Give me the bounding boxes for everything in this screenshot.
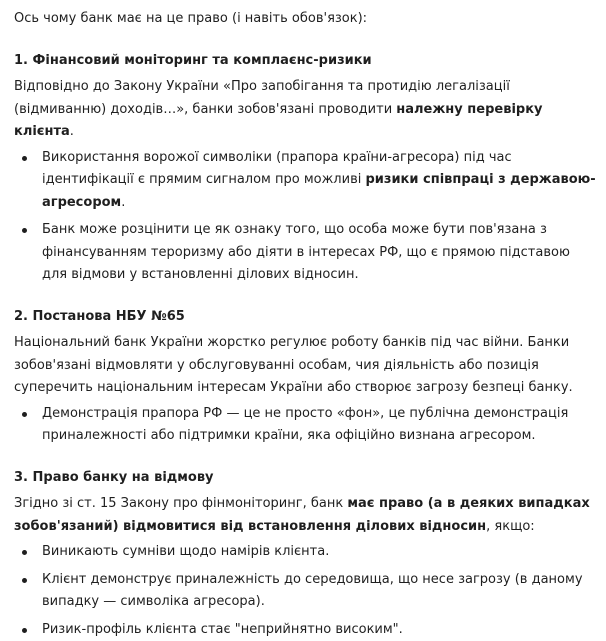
section-3-paragraph (14, 493, 596, 538)
intro-text: Ось чому банк має на це право (і навіть обов'язок): (14, 8, 596, 31)
section-1-heading: 1. Фінансовий моніторинг та комплаєнс-ризики (14, 50, 596, 73)
list-item-text: Клієнт демонструє приналежність до середовища, що несе загрозу (в даному випадку — символіка агресора). (42, 572, 583, 610)
section-1-paragraph (14, 76, 596, 144)
list-item-text: Використання ворожої символіки (прапора країни-агресора) під час ідентифікації є прямим сигналом про можливі (42, 150, 512, 188)
list-item (14, 541, 596, 564)
bullet-icon (22, 550, 27, 555)
list-item (14, 403, 596, 448)
list-item-end: . (121, 195, 125, 210)
bullet-icon (22, 628, 27, 633)
section-1-paragraph-text: Відповідно до Закону України «Про запобігання та протидію легалізації (відмиванню) доходів…», банки зобов'язані проводити (14, 79, 510, 117)
bullet-icon (22, 156, 27, 161)
list-item-text: Банк може розцінити це як ознаку того, що особа може бути пов'язана з фінансуванням тероризму або діяти в інтересах РФ, що є прямою підставою для відмови у встановленні ділових відносин. (42, 222, 570, 282)
bullet-icon (22, 412, 27, 417)
section-3-paragraph-bold: має право (а в деяких випадках зобов'язаний) відмовитися від встановлення ділових відносин (14, 496, 590, 534)
bullet-icon (22, 228, 27, 233)
section-3-paragraph-text: Згідно зі ст. 15 Закону про фінмоніторинг, банк (14, 496, 347, 511)
section-2-heading: 2. Постанова НБУ №65 (14, 306, 596, 329)
section-1-paragraph-end: . (70, 124, 74, 139)
section-3-heading: 3. Право банку на відмову (14, 467, 596, 490)
section-2-paragraph: Національний банк України жорстко регулює роботу банків під час війни. Банки зобов'язані відмовляти у обслуговуванні особам, чия діяльність або позиція суперечить національним інтересам України або створює загрозу безпеці банку. (14, 332, 596, 400)
list-item-bold: ризики співпраці з державою-агресором (42, 172, 596, 210)
bullet-icon (22, 578, 27, 583)
list-item-text: Демонстрація прапора РФ — це не просто «фон», це публічна демонстрація приналежності або підтримки країни, яка офіційно визнана агресором. (42, 406, 568, 444)
list-item (14, 569, 596, 614)
section-1-paragraph-bold: належну перевірку клієнта (14, 102, 543, 140)
section-2-bullet-list (14, 403, 596, 448)
section-3-paragraph-end: , якщо: (486, 519, 535, 534)
list-item (14, 219, 596, 287)
section-1-bullet-list (14, 147, 596, 287)
list-item-text: Ризик-профіль клієнта стає "неприйнятно високим". (42, 622, 403, 637)
section-3-bullet-list (14, 541, 596, 641)
list-item-text: Виникають сумніви щодо намірів клієнта. (42, 544, 329, 559)
list-item (14, 147, 596, 215)
